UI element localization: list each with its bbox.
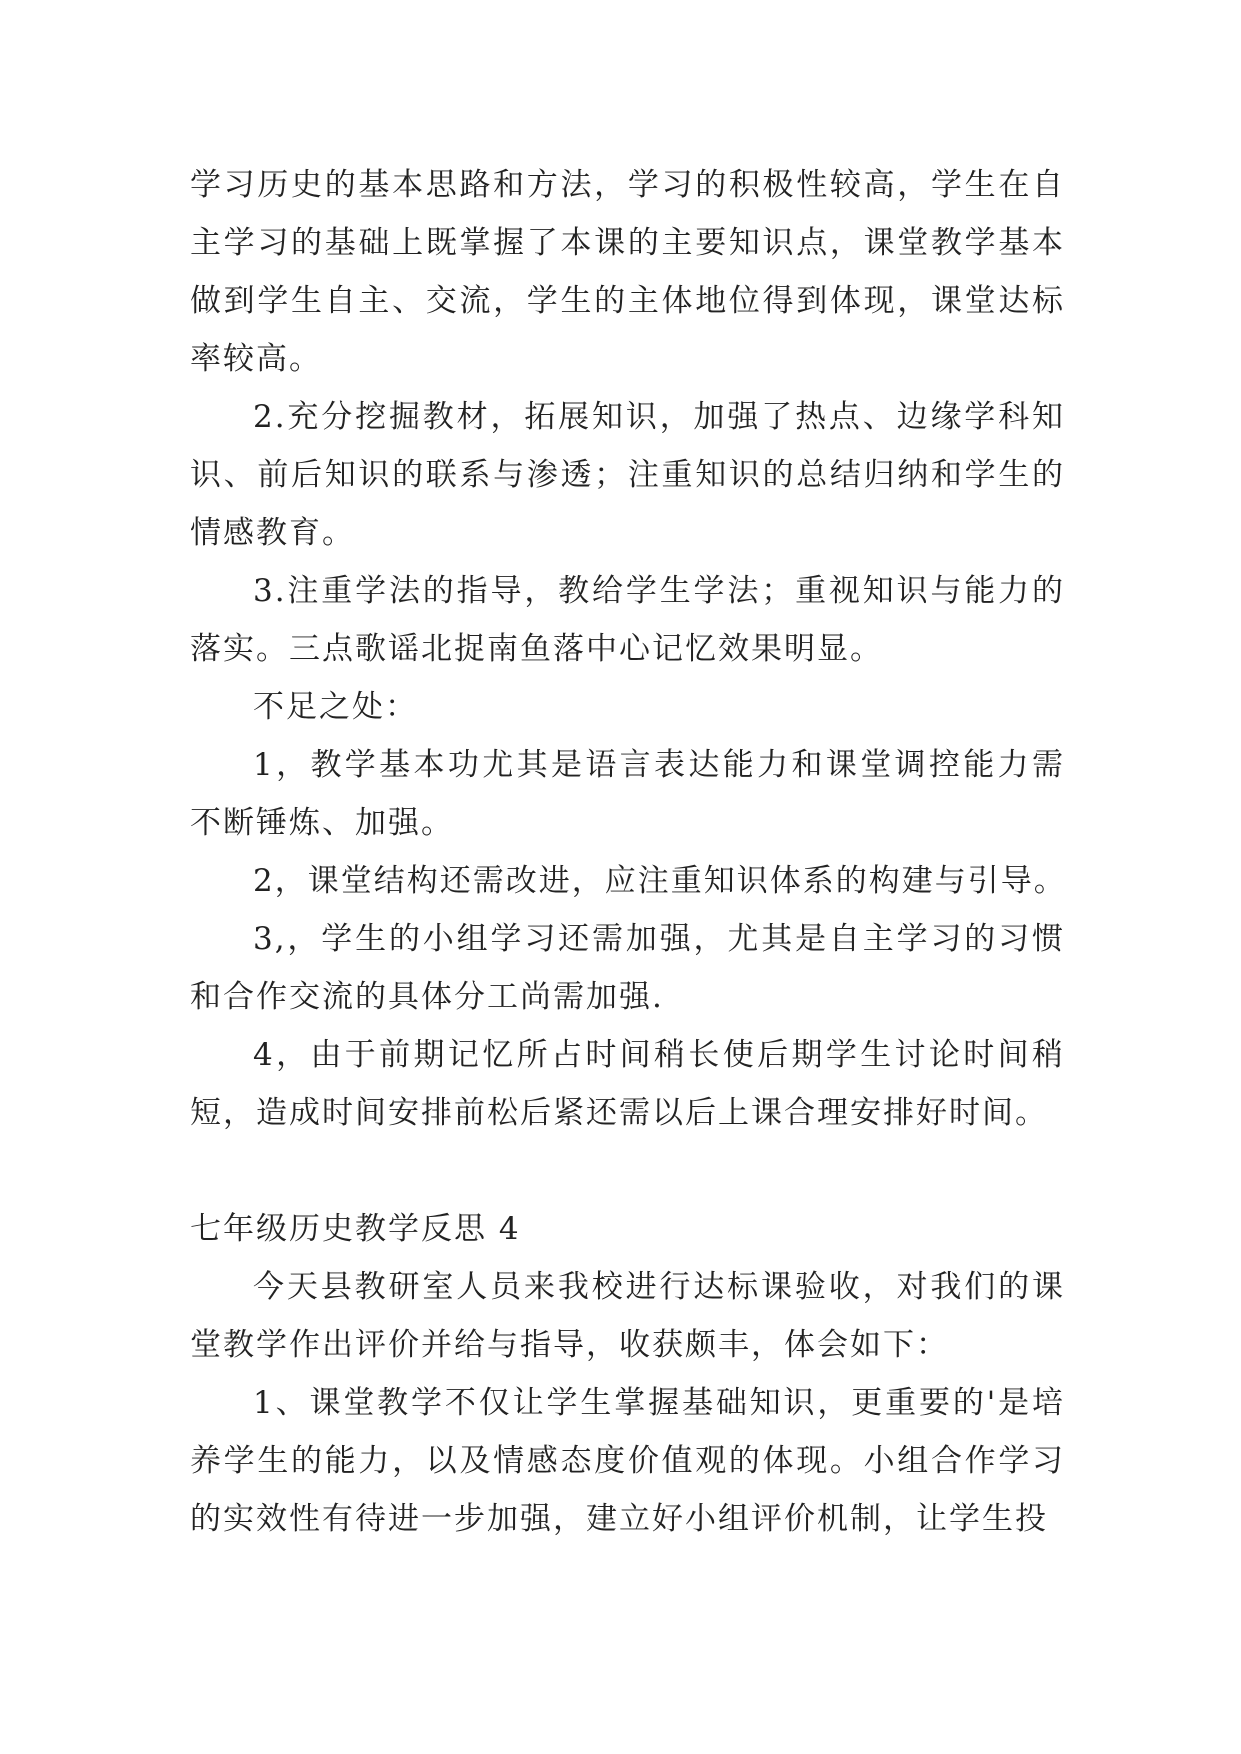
- text-line: 短，造成时间安排前松后紧还需以后上课合理安排好时间。: [190, 1095, 1048, 1131]
- paragraph-point-2: [190, 388, 1065, 562]
- text-line: 做到学生自主、交流，学生的主体地位得到体现，课堂达标: [190, 283, 1065, 319]
- paragraph-point-3: [190, 562, 1065, 678]
- text-line: 的实效性有待进一步加强，建立好小组评价机制，让学生投: [190, 1501, 1048, 1537]
- text-line: 1，教学基本功尤其是语言表达能力和课堂调控能力需: [253, 747, 1065, 783]
- text-line: 情感教育。: [190, 515, 355, 551]
- text-line: 今天县教研室人员来我校进行达标课验收，对我们的课: [253, 1269, 1065, 1305]
- text-line: 2，课堂结构还需改进，应注重知识体系的构建与引导。: [253, 863, 1067, 899]
- section-4-body: [190, 1258, 1065, 1548]
- section-3-continued: [190, 156, 1065, 1142]
- paragraph-section4-point-1: [190, 1374, 1065, 1548]
- paragraph-shortcoming-4: [190, 1026, 1065, 1142]
- text-line: 堂教学作出评价并给与指导，收获颇丰，体会如下：: [190, 1327, 949, 1363]
- paragraph-shortcoming-3: [190, 910, 1065, 1026]
- text-line: 养学生的能力，以及情感态度价值观的体现。小组合作学习: [190, 1443, 1065, 1479]
- text-line: 不足之处：: [253, 689, 418, 725]
- text-line: 2.充分挖掘教材，拓展知识，加强了热点、边缘学科知: [253, 399, 1065, 435]
- section-gap: [190, 1142, 1065, 1200]
- text-line: 4，由于前期记忆所占时间稍长使后期学生讨论时间稍: [253, 1037, 1065, 1073]
- text-line: 率较高。: [190, 341, 322, 377]
- text-line: 主学习的基础上既掌握了本课的主要知识点，课堂教学基本: [190, 225, 1065, 261]
- text-line: 和合作交流的具体分工尚需加强.: [190, 979, 664, 1015]
- paragraph-shortcoming-2: [190, 852, 1065, 910]
- paragraph-section4-intro: [190, 1258, 1065, 1374]
- text-line: 识、前后知识的联系与渗透；注重知识的总结归纳和学生的: [190, 457, 1065, 493]
- text-line: 3.注重学法的指导，教给学生学法；重视知识与能力的: [253, 573, 1065, 609]
- paragraph-shortcoming-1: [190, 736, 1065, 852]
- text-line: 不断锤炼、加强。: [190, 805, 454, 841]
- text-line: 学习历史的基本思路和方法，学习的积极性较高，学生在自: [190, 167, 1065, 203]
- paragraph-shortcomings-heading: [190, 678, 1065, 736]
- document-body: [190, 156, 1065, 1548]
- text-line: 落实。三点歌谣北捉南鱼落中心记忆效果明显。: [190, 631, 883, 667]
- text-line: 1、课堂教学不仅让学生掌握基础知识，更重要的'是培: [253, 1385, 1065, 1421]
- paragraph-intro: [190, 156, 1065, 388]
- section-title: 七年级历史教学反思 4: [190, 1211, 521, 1247]
- text-line: 3,，学生的小组学习还需加强，尤其是自主学习的习惯: [253, 921, 1065, 957]
